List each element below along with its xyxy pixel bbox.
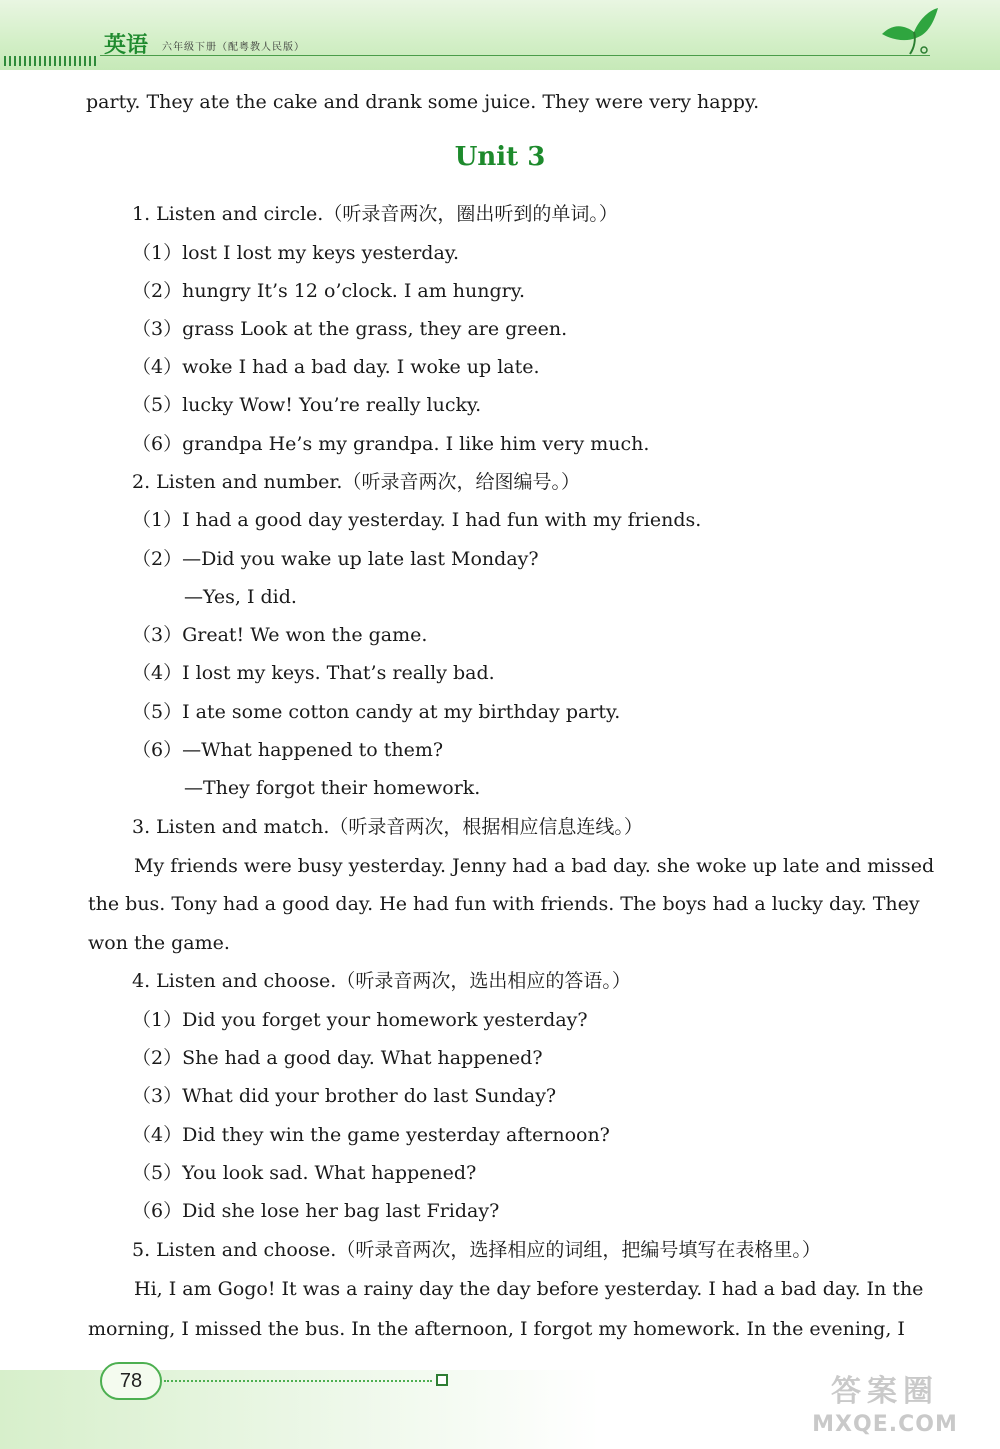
header-barcode-decoration xyxy=(4,56,98,66)
exercise-item: （1）Did you forget your homework yesterday? xyxy=(132,1009,588,1031)
exercise-item: （1）I had a good day yesterday. I had fun with my friends. xyxy=(132,509,702,531)
watermark-line1: 答案圈 xyxy=(831,1374,939,1409)
exercise-heading: 3. Listen and match.（听录音两次，根据相应信息连线。） xyxy=(132,816,643,838)
footer-square-icon xyxy=(436,1374,448,1386)
exercise-item: （2）—Did you wake up late last Monday? xyxy=(132,548,539,570)
paragraph-line: My friends were busy yesterday. Jenny had a bad day. she woke up late and missed xyxy=(134,855,935,877)
footer-dotted-rule xyxy=(164,1380,432,1384)
exercise-item: （4）I lost my keys. That’s really bad. xyxy=(132,662,495,684)
exercise-item: （6）—What happened to them? xyxy=(132,739,444,761)
paragraph-line: the bus. Tony had a good day. He had fun with friends. The boys had a lucky day. They xyxy=(88,893,920,915)
exercise-item: （3）grass Look at the grass, they are green. xyxy=(132,318,568,340)
page-number: 78 xyxy=(100,1362,162,1400)
header-subtitle: 六年级下册（配粤教人民版） xyxy=(162,42,305,53)
paragraph-line: morning, I missed the bus. In the afternoon, I forgot my homework. In the evening, I xyxy=(88,1318,905,1340)
exercise-item: （4）Did they win the game yesterday afternoon? xyxy=(132,1124,610,1146)
exercise-item: （2）hungry It’s 12 o’clock. I am hungry. xyxy=(132,280,526,302)
leaf-logo-icon xyxy=(880,4,940,56)
text-line: party. They ate the cake and drank some juice. They were very happy. xyxy=(86,91,760,113)
header-subject: 英语 xyxy=(104,33,149,58)
exercise-item: （6）Did she lose her bag last Friday? xyxy=(132,1200,500,1222)
watermark xyxy=(780,1372,990,1444)
unit-title: Unit 3 xyxy=(454,142,546,172)
paragraph-line: Hi, I am Gogo! It was a rainy day the day before yesterday. I had a bad day. In the xyxy=(134,1278,924,1300)
exercise-item: （5）You look sad. What happened? xyxy=(132,1162,477,1184)
exercise-item: —Yes, I did. xyxy=(184,586,297,608)
exercise-heading: 1. Listen and circle.（听录音两次，圈出听到的单词。） xyxy=(132,203,618,225)
paragraph-line: won the game. xyxy=(88,932,230,954)
exercise-item: （3）Great! We won the game. xyxy=(132,624,428,646)
exercise-heading: 4. Listen and choose.（听录音两次，选出相应的答语。） xyxy=(132,970,631,992)
exercise-item: （4）woke I had a bad day. I woke up late. xyxy=(132,356,540,378)
header-rule xyxy=(100,55,930,56)
exercise-item: （5）lucky Wow! You’re really lucky. xyxy=(132,394,482,416)
exercise-item: （6）grandpa He’s my grandpa. I like him very much. xyxy=(132,433,650,455)
exercise-item: （1）lost I lost my keys yesterday. xyxy=(132,242,460,264)
exercise-heading: 2. Listen and number.（听录音两次，给图编号。） xyxy=(132,471,580,493)
header-band xyxy=(0,0,1000,70)
exercise-item: （3）What did your brother do last Sunday? xyxy=(132,1085,557,1107)
exercise-item: —They forgot their homework. xyxy=(184,777,481,799)
watermark-line2: MXQE.COM xyxy=(812,1412,958,1437)
exercise-item: （5）I ate some cotton candy at my birthday party. xyxy=(132,701,621,723)
exercise-heading: 5. Listen and choose.（听录音两次，选择相应的词组，把编号填写在表格里。） xyxy=(132,1239,821,1261)
exercise-item: （2）She had a good day. What happened? xyxy=(132,1047,543,1069)
